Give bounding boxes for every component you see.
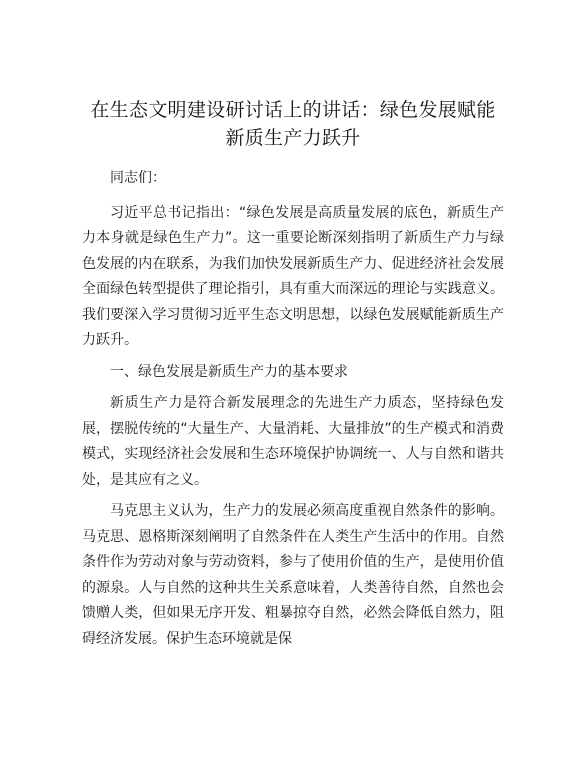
section-heading: 一、绿色发展是新质生产力的基本要求	[110, 363, 348, 380]
paragraph-marxism: 马克思主义认为，生产力的发展必须高度重视自然条件的影响。马克思、恩格斯深刻阐明了自然条件在人类生产生活中的作用。自然条件作为劳动对象与劳动资料，参与了使用价值的生产，是使用价值的源泉。人与自然的这种共生关系意味着，人类善待自然，自然也会馈赠人类，但如果无序开发、粗暴掠夺自然，必然会降低自然力，阻碍经济发展。保护生态环境就是保	[82, 503, 504, 647]
paragraph-intro: 习近平总书记指出：“绿色发展是高质量发展的底色，新质生产力本身就是绿色生产力”。这一重要论断深刻指明了新质生产力与绿色发展的内在联系，为我们加快发展新质生产力、促进经济社会发展全面绿色转型提供了理论指引，具有重大而深远的理论与实践意义。我们要深入学习贯彻习近平生态文明思想，以绿色发展赋能新质生产力跃升。	[82, 204, 504, 348]
paragraph-requirement: 新质生产力是符合新发展理念的先进生产力质态，坚持绿色发展，摆脱传统的“大量生产、大量消耗、大量排放”的生产模式和消费模式，实现经济社会发展和生态环境保护协调统一、人与自然和谐共处，是其应有之义。	[82, 395, 504, 488]
greeting: 同志们：	[110, 170, 166, 186]
document-title: 在生态文明建设研讨话上的讲话：绿色发展赋能新质生产力跃升	[90, 99, 496, 149]
document-body	[82, 96, 504, 652]
